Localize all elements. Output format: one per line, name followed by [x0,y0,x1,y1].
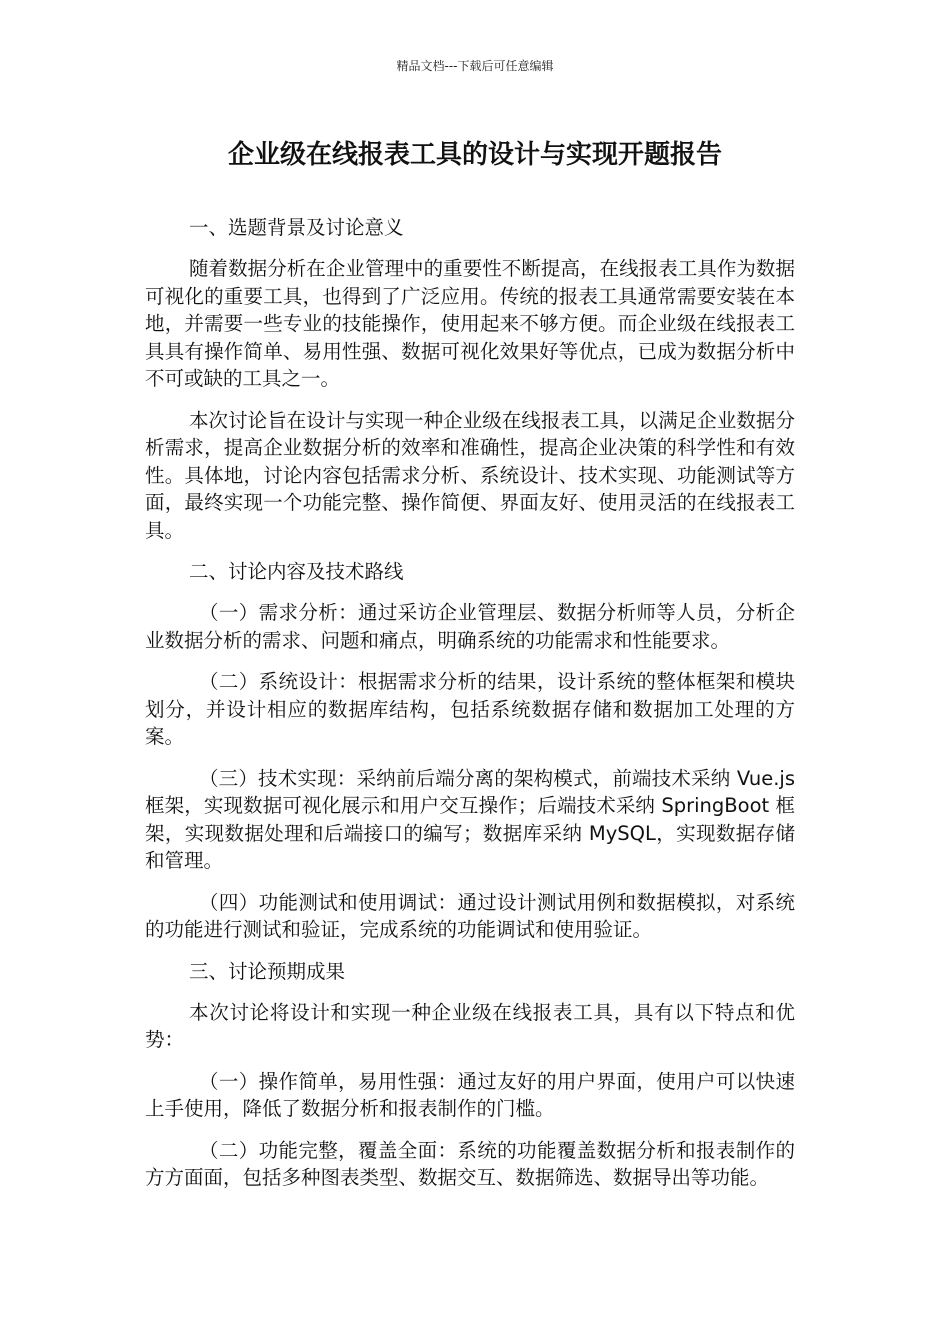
paragraph: （四）功能测试和使用调试：通过设计测试用例和数据模拟，对系统的功能进行测试和验证，完成系统的功能调试和使用验证。 [145,890,795,941]
paragraph: 随着数据分析在企业管理中的重要性不断提高，在线报表工具作为数据可视化的重要工具，也得到了广泛应用。传统的报表工具通常需要安装在本地，并需要一些专业的技能操作，使用起来不够方便。而企业级在线报表工具具有操作简单、易用性强、数据可视化效果好等优点，已成为数据分析中不可或缺的工具之一。 [145,257,795,390]
paragraph: （二）功能完整，覆盖全面：系统的功能覆盖数据分析和报表制作的方方面面，包括多种图表类型、数据交互、数据筛选、数据导出等功能。 [145,1138,795,1189]
section-expected-results [145,958,795,1192]
paragraph: （一）操作简单，易用性强：通过友好的用户界面，使用户可以快速上手使用，降低了数据分析和报表制作的门槛。 [145,1069,795,1120]
paragraph: 本次讨论旨在设计与实现一种企业级在线报表工具，以满足企业数据分析需求，提高企业数据分析的效率和准确性，提高企业决策的科学性和有效性。具体地，讨论内容包括需求分析、系统设计、技术实现、功能测试等方面，最终实现一个功能完整、操作简便、界面友好、使用灵活的在线报表工具。 [145,408,795,542]
section-content-and-route [145,558,795,944]
paragraph: （一）需求分析：通过采访企业管理层、数据分析师等人员，分析企业数据分析的需求、问题和痛点，明确系统的功能需求和性能要求。 [145,601,795,652]
header-note: 精品文档---下载后可任意编辑 [396,59,554,73]
section-heading: 二、讨论内容及技术路线 [189,560,404,583]
paragraph: 本次讨论将设计和实现一种企业级在线报表工具，具有以下特点和优势： [145,1000,795,1051]
paragraph: （二）系统设计：根据需求分析的结果，设计系统的整体框架和模块划分，并设计相应的数据库结构，包括系统数据存储和数据加工处理的方案。 [145,670,795,748]
document-body [145,214,795,1206]
section-heading: 一、选题背景及讨论意义 [189,216,404,239]
paragraph: （三）技术实现：采纳前后端分离的架构模式，前端技术采纳 Vue.js 框架，实现数据可视化展示和用户交互操作；后端技术采纳 SpringBoot 框架，实现数据处理和后端接口的编写；数据库采纳 MySQL，实现数据存储和管理。 [145,766,795,872]
section-background [145,214,795,544]
section-heading: 三、讨论预期成果 [189,959,346,983]
document-title: 企业级在线报表工具的设计与实现开题报告 [227,140,722,170]
